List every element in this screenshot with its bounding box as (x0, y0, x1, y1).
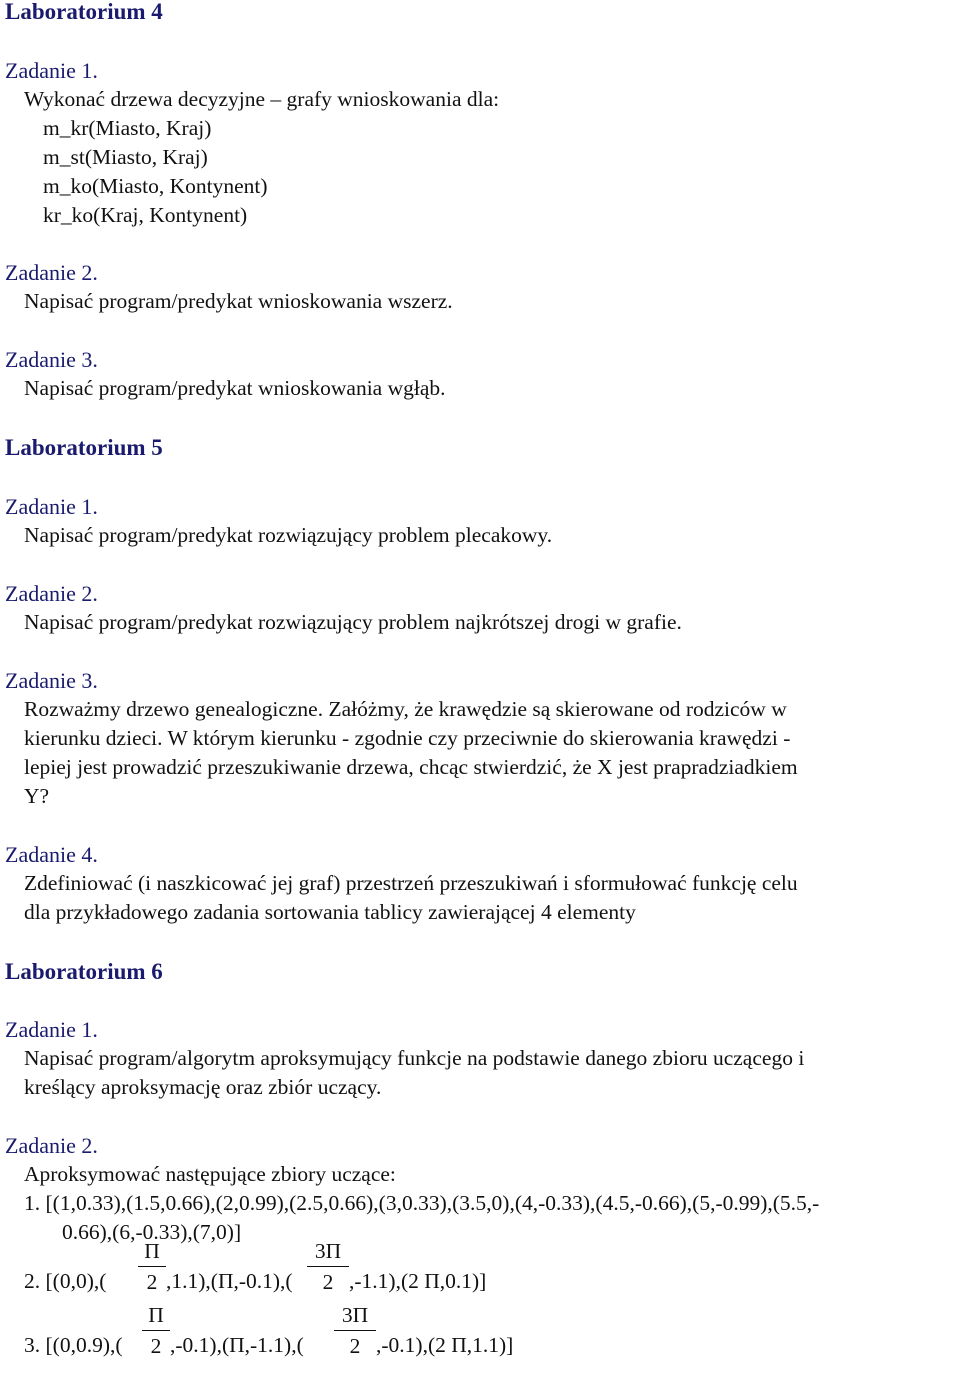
lab5-task3-heading: Zadanie 3. (5, 668, 98, 693)
lab5-task4-line: Zdefiniować (i naszkicować jej graf) przestrzeń przeszukiwań i sformułować funkcję celu (24, 871, 798, 895)
fraction-numerator: 3Π (341, 1303, 369, 1327)
lab4-title: Laboratorium 4 (5, 0, 163, 24)
lab4-task2-heading: Zadanie 2. (5, 260, 98, 285)
training-set-1-line: 0.66),(6,-0.33),(7,0)] (62, 1220, 242, 1244)
set2-part-c: ,-1.1),(2 Π,0.1)] (349, 1269, 487, 1293)
set2-part-b: ,1.1),(Π,-0.1),( (166, 1269, 293, 1293)
lab5-task1-heading: Zadanie 1. (5, 494, 98, 519)
set3-fraction-3pi-half (334, 1302, 376, 1359)
lab4-task1-line: m_st(Miasto, Kraj) (43, 145, 208, 169)
fraction-bar (307, 1266, 349, 1267)
lab6-task1-line: Napisać program/algorytm aproksymujący funkcje na podstawie danego zbioru uczącego i (24, 1046, 805, 1070)
fraction-denominator: 2 (349, 1334, 361, 1358)
fraction-bar (142, 1330, 170, 1331)
lab6-task2-intro: Aproksymować następujące zbiory uczące: (24, 1162, 396, 1186)
lab6-task1-line: kreślący aproksymację oraz zbiór uczący. (24, 1075, 382, 1099)
lab5-title: Laboratorium 5 (5, 435, 163, 460)
set2-part-a: 2. [(0,0),( (24, 1269, 107, 1293)
fraction-denominator: 2 (322, 1270, 334, 1294)
set3-part-a: 3. [(0,0.9),( (24, 1333, 123, 1357)
set3-part-b: ,-0.1),(Π,-1.1),( (170, 1333, 304, 1357)
lab5-task2-heading: Zadanie 2. (5, 581, 98, 606)
set3-fraction-pi-half (142, 1302, 170, 1359)
lab4-task3-text: Napisać program/predykat wnioskowania wgłąb. (24, 376, 446, 400)
lab5-task3-line: lepiej jest prowadzić przeszukiwanie drzewa, chcąc stwierdzić, że X jest prapradziadkiem (24, 755, 798, 779)
lab6-task1-heading: Zadanie 1. (5, 1017, 98, 1042)
lab6-task2-heading: Zadanie 2. (5, 1133, 98, 1158)
lab4-task3-heading: Zadanie 3. (5, 347, 98, 372)
fraction-numerator: Π (148, 1303, 164, 1327)
lab4-task1-heading: Zadanie 1. (5, 58, 98, 83)
lab5-task4-line: dla przykładowego zadania sortowania tablicy zawierającej 4 elementy (24, 900, 636, 924)
lab4-task1-line: m_kr(Miasto, Kraj) (43, 116, 212, 140)
lab5-task1-text: Napisać program/predykat rozwiązujący problem plecakowy. (24, 523, 553, 547)
set2-fraction-3pi-half (307, 1238, 349, 1295)
lab5-task3-line: Y? (24, 784, 50, 808)
lab4-task1-line: m_ko(Miasto, Kontynent) (43, 174, 268, 198)
lab4-task1-line: kr_ko(Kraj, Kontynent) (43, 203, 248, 227)
fraction-numerator: Π (144, 1239, 160, 1263)
lab5-task3-line: kierunku dzieci. W którym kierunku - zgodnie czy przeciwnie do skierowania krawędzi - (24, 726, 791, 750)
set3-part-c: ,-0.1),(2 Π,1.1)] (376, 1333, 514, 1357)
fraction-bar (334, 1330, 376, 1331)
lab5-task4-heading: Zadanie 4. (5, 842, 98, 867)
training-set-1-line: 1. [(1,0.33),(1.5,0.66),(2,0.99),(2.5,0.66),(3,0.33),(3.5,0),(4,-0.33),(4.5,-0.66),(5,-0.99),(5.5,- (24, 1191, 820, 1215)
fraction-bar (138, 1266, 166, 1267)
lab5-task3-line: Rozważmy drzewo genealogiczne. Załóżmy, że krawędzie są skierowane od rodziców w (24, 697, 787, 721)
lab6-title: Laboratorium 6 (5, 959, 163, 984)
fraction-denominator: 2 (150, 1334, 162, 1358)
lab4-task2-text: Napisać program/predykat wnioskowania wszerz. (24, 289, 453, 313)
fraction-denominator: 2 (146, 1270, 158, 1294)
fraction-numerator: 3Π (314, 1239, 342, 1263)
set2-fraction-pi-half (138, 1238, 166, 1295)
lab5-task2-text: Napisać program/predykat rozwiązujący problem najkrótszej drogi w grafie. (24, 610, 682, 634)
lab4-task1-line: Wykonać drzewa decyzyjne – grafy wnioskowania dla: (24, 87, 500, 111)
